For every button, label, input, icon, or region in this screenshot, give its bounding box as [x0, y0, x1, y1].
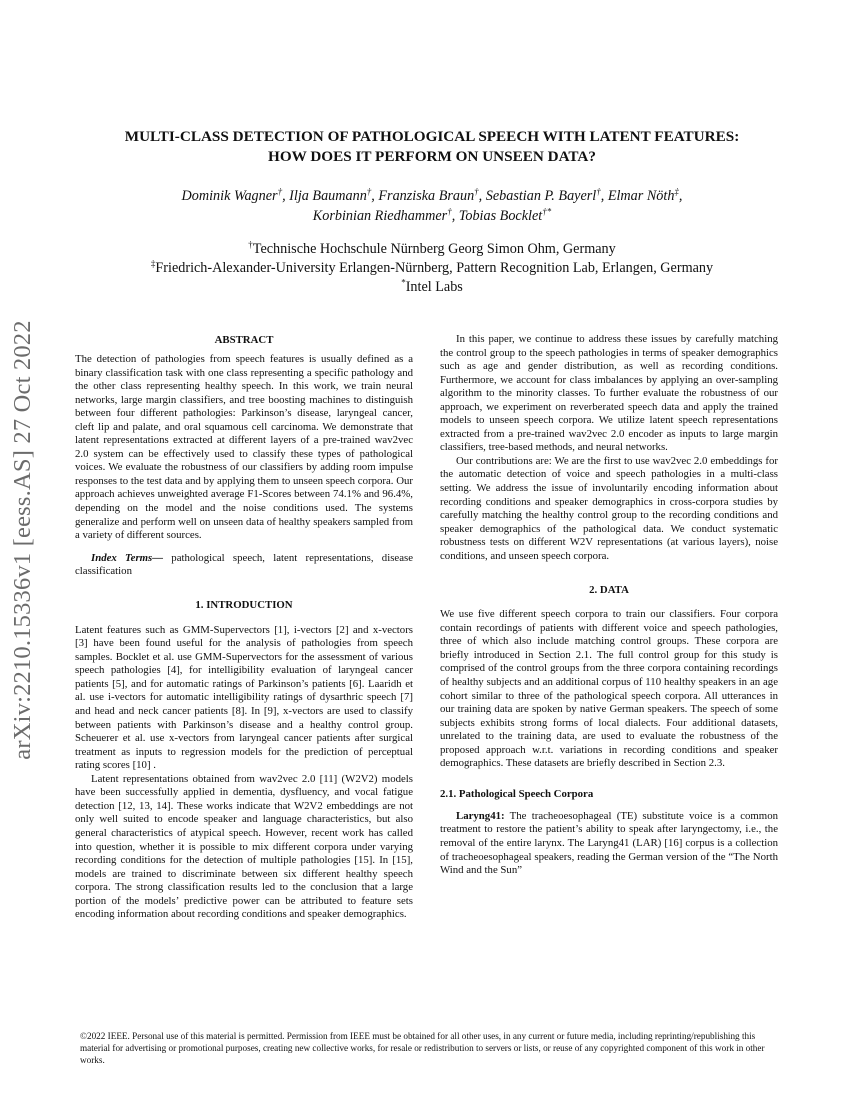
affiliation: [60, 259, 804, 278]
author-name: Elmar Nöth: [607, 188, 675, 204]
abstract-heading: ABSTRACT: [214, 334, 274, 346]
laryng41-run-in: Laryng41:: [456, 809, 505, 822]
title-line-1: MULTI-CLASS DETECTION OF PATHOLOGICAL SPEECH WITH LATENT FEATURES:: [124, 128, 740, 145]
author-affil-mark: †: [277, 186, 283, 197]
laryng41-paragraph: [440, 810, 778, 878]
affiliation-mark: ‡: [150, 258, 156, 269]
author-affil-mark: †: [474, 186, 479, 197]
index-terms: [75, 552, 413, 579]
author-affil-mark: ‡: [674, 186, 679, 197]
right-column: [440, 333, 778, 878]
affiliation-mark: †: [248, 239, 253, 250]
intro-paragraph-2: Latent representations obtained from wav2vec 2.0 [11] (W2V2) models have been successfully applied in dementia, dysfluency, and vocal fatigue detection [12, 13, 14]. These works indicate that W2V2 embeddings are not only well suited to encode speaker and language characteristics, but also general characteristics of atypical speech. However, recent work has called into question, whether it is possible to mix different corpora under varying recording conditions for the detection of multiple pathologies [15]. In [15], models are trained to discriminate between six different healthy speech corpora. The strong classification results led to the conclusion that a large portion of the models’ predictive power can be attributed to feature sets encoding information about recording conditions and speaker demographics.: [75, 772, 413, 921]
author-name: Tobias Bocklet: [458, 208, 543, 224]
author-name: Korbinian Riedhammer: [312, 208, 448, 224]
abstract-text: The detection of pathologies from speech features is usually defined as a binary classification task with one class representing a specific pathology and the other class representing healthy speech. In this work, we train neural networks, large margin classifiers, and tree boosting machines to distinguish between four different pathologies: Parkinson’s disease, laryngeal cancer, cleft lip and palate, and oral squamous cell carcinoma. We demonstrate that latent representations extracted at different layers of a pre-trained wav2vec 2.0 system can be effectively used to classify these types of pathological voices. We evaluate the robustness of our classifiers by adding room impulse responses to the test data and by applying them to unseen speech corpora. Our approach achieves unweighted average F1-Scores between 74.1% and 96.4%, depending on the model and the noise conditions used. The systems generalize and perform well on unseen data of healthy speakers sampled from a variety of different sources.: [75, 353, 413, 542]
index-terms-label: Index Terms—: [91, 551, 164, 564]
arxiv-identifier: [4, 260, 42, 820]
author-line-2: Korbinian Riedhammer†, Tobias Bocklet†*: [312, 206, 552, 224]
intro-paragraph-1: Latent features such as GMM-Supervectors [1], i-vectors [2] and x-vectors [3] have been found useful for the analysis of pathologies from speech samples. Bocklet et al. use GMM-Supervectors for the assessment of various speech pathologies [4], for intelligibility evaluation of laryngeal cancer patients [5], and for automatic ratings of Parkinson’s patients [6]. Laaridh et al. use i-vectors for automatic intelligibility ratings of dysarthric speech [7] and head and neck cancer patients [8]. In [9], x-vectors are used to classify between patients with Parkinson’s disease and a healthy control group. Scheuerer et al. use x-vectors from laryngeal cancer patients after surgical treatment as inputs to regression models for the prediction of perceptual rating scores [10] .: [75, 623, 413, 772]
author-affil-mark: †: [366, 186, 372, 197]
author-name: Ilja Baumann: [289, 188, 367, 204]
introduction-heading: 1. INTRODUCTION: [195, 598, 293, 611]
copyright-notice: ©2022 IEEE. Personal use of this material is permitted. Permission from IEEE must be obtained for all other uses, in any current or future media, including reprinting/republishing this material for advertising or promotional purposes, creating new collective works, for resale or redistribution to servers or lists, or reuse of any copyrighted component of this work in other works.: [80, 1031, 765, 1065]
left-column: [75, 333, 413, 922]
affiliation-list: [60, 240, 804, 297]
arxiv-identifier-text: arXiv:2210.15336v1 [eess.AS] 27 Oct 2022: [9, 320, 36, 760]
affiliation-text: Intel Labs: [405, 279, 463, 295]
author-name: Franziska Braun: [378, 188, 475, 204]
affiliation: [60, 278, 804, 297]
paper-title: [60, 127, 804, 167]
author-line-1: Dominik Wagner†, Ilja Baumann†, Franziska Braun†, Sebastian P. Bayerl†, Elmar Nöth‡,: [181, 186, 683, 204]
author-name: Sebastian P. Bayerl: [485, 188, 597, 204]
author-affil-mark: †: [596, 186, 601, 197]
intro-paragraph-4: Our contributions are: We are the first to use wav2vec 2.0 embeddings for the automatic detection of voice and speech pathologies in a multi-class setting. We address the issue of involuntarily encoding information about recording conditions and speaker demographics in cross-corpora studies by carefully matching the healthy control group to the recording conditions and speaker demographics of the pathological data. We conduct systematic robustness tests on different W2V representations (at various layers), noise conditions, and unseen speech corpora.: [440, 454, 778, 562]
data-paragraph: We use five different speech corpora to train our classifiers. Four corpora contain recordings of patients with different voice and speech pathologies, three of which also include matching control groups. These corpora are briefly introduced in Section 2.1. The full control group for this study is comprised of the control groups from the three corpora containing recordings of healthy subjects and an additional corpus of 110 healthy speakers in an age cohort similar to three of the pathological speech corpora. All utterances in our training data are spoken by native German speakers. The speech of some subjects exhibits strong forms of local dialects. Four additional datasets, unrelated to the training data, are used to evaluate the robustness of the proposed approach w.r.t. variations in recording conditions and speaker demographics. These datasets are briefly described in Section 2.3.: [440, 608, 778, 770]
author-list: [60, 186, 804, 226]
intro-paragraph-3: In this paper, we continue to address these issues by carefully matching the control group to the speech pathologies in terms of speaker demographics such as age and gender distribution, as well as recording conditions. Furthermore, we account for class imbalances by applying an over-sampling algorithm to the minority classes. To further evaluate the robustness of our approach, we experiment on reverberated speech data and apply the trained models to unseen speech corpora. We utilize latent speech representations extracted from a pre-trained wav2vec 2.0 encoder as inputs to large margin classifiers, tree-based methods, and neural networks.: [440, 333, 778, 454]
author-affil-mark: †*: [542, 206, 552, 217]
author-affil-mark: †: [447, 206, 452, 217]
laryng41-text: The tracheoesophageal (TE) substitute voice is a common treatment to restore the patient’s ability to speak after laryngectomy, i.e., the removal of the entire larynx. The Laryng41 (LAR) [16] corpus is a collection of tracheoesophageal speakers, reading the German version of the “The North Wind and the Sun”: [440, 809, 778, 877]
data-heading: 2. DATA: [589, 584, 629, 597]
index-terms-text: pathological speech, latent representations, disease classification: [75, 551, 413, 578]
subsection-heading: 2.1. Pathological Speech Corpora: [440, 787, 594, 800]
affiliation-text: Technische Hochschule Nürnberg Georg Simon Ohm, Germany: [252, 241, 616, 257]
affiliation-mark: *: [401, 277, 406, 288]
affiliation-text: Friedrich-Alexander-University Erlangen-Nürnberg, Pattern Recognition Lab, Erlangen, Germany: [155, 260, 714, 276]
affiliation: [60, 240, 804, 259]
title-line-2: HOW DOES IT PERFORM ON UNSEEN DATA?: [268, 148, 596, 165]
author-name: Dominik Wagner: [181, 188, 278, 204]
